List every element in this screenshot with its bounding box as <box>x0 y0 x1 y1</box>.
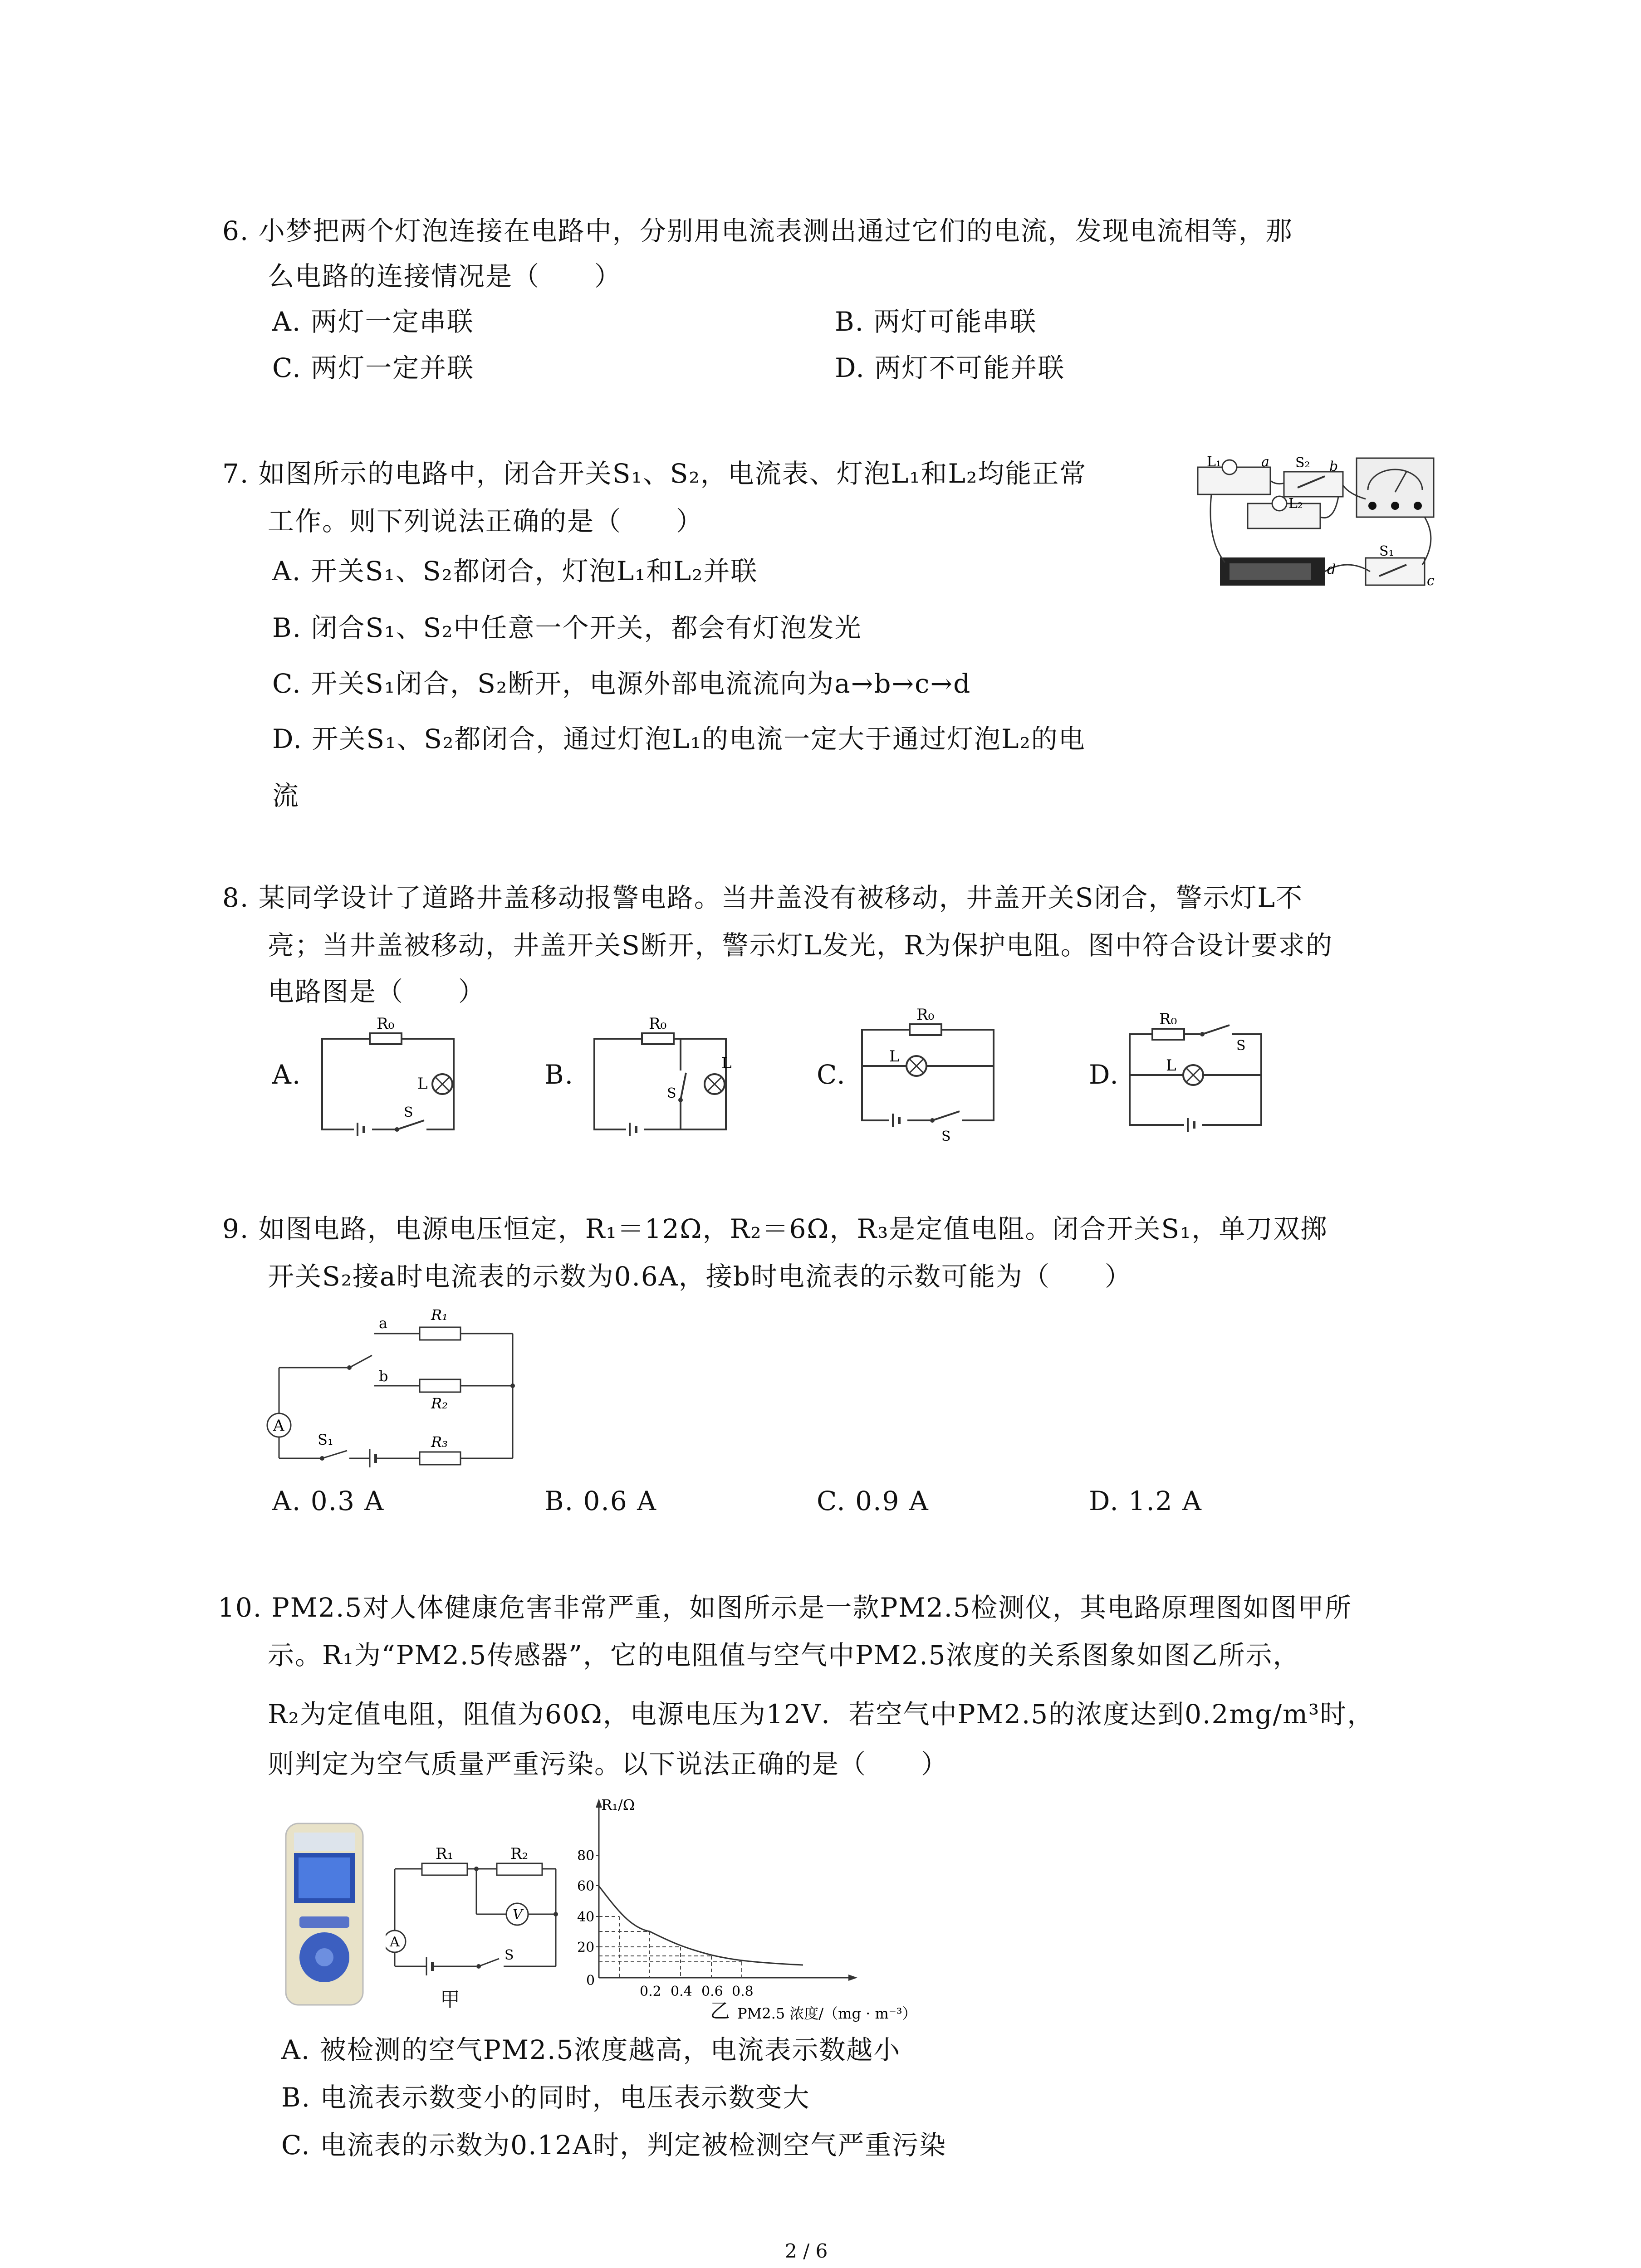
q10-option-b: B. 电流表示数变小的同时，电压表示数变大 <box>281 2082 810 2113</box>
q10-line-3: R₂为定值电阻，阻值为60Ω，电源电压为12V．若空气中PM2.5的浓度达到0.2mg/m³时， <box>268 1699 1375 1730</box>
q6-line-2: 么电路的连接情况是（ ） <box>268 261 622 292</box>
page-number: 2 / 6 <box>785 2240 828 2262</box>
q10-caption-yi: 乙 <box>710 1999 731 2023</box>
q10-graph-ytick-20: 20 <box>577 1940 595 1955</box>
q10-graph-xtick-0.2: 0.2 <box>640 1984 661 1999</box>
q9-label-r1: R₁ <box>431 1306 448 1324</box>
q10-graph-xlabel: PM2.5 浓度/（mg · m⁻³） <box>737 2005 917 2022</box>
q10-label-s: S <box>505 1947 514 1963</box>
q6-option-b: B. 两灯可能串联 <box>835 306 1037 337</box>
q8b-label-s: S <box>667 1085 676 1101</box>
q8-circuit-b <box>585 1012 740 1148</box>
q8-option-c-letter: C. <box>817 1059 846 1090</box>
q10-line-4: 则判定为空气质量严重污染。以下说法正确的是（ ） <box>268 1749 949 1779</box>
q7-option-d: D. 开关S₁、S₂都闭合，通过灯泡L₁的电流一定大于通过灯泡L₂的电 <box>272 723 1086 754</box>
q9-option-b: B. 0.6 A <box>544 1486 657 1516</box>
q7-line-1: 7. 如图所示的电路中，闭合开关S₁、S₂，电流表、灯泡L₁和L₂均能正常 <box>222 458 1087 489</box>
q6-line-1: 6. 小梦把两个灯泡连接在电路中，分别用电流表测出通过它们的电流，发现电流相等，那 <box>222 215 1293 246</box>
q8-line-2: 亮；当井盖被移动，井盖开关S断开，警示灯L发光，R为保护电阻。图中符合设计要求的 <box>268 930 1333 961</box>
q6-option-c: C. 两灯一定并联 <box>272 352 475 383</box>
q6-option-d: D. 两灯不可能并联 <box>835 352 1065 383</box>
q8-line-3: 电路图是（ ） <box>268 976 486 1007</box>
q7-option-c: C. 开关S₁闭合，S₂断开，电源外部电流流向为a→b→c→d <box>272 668 971 699</box>
q7-option-d-cont: 流 <box>272 780 300 811</box>
q7-label-l1: L₁ <box>1207 454 1221 470</box>
q9-ammeter-label: A <box>273 1417 284 1435</box>
q10-graph-ytick-60: 60 <box>577 1878 595 1894</box>
q8-circuit-d <box>1121 1007 1275 1148</box>
q8-line-1: 8. 某同学设计了道路井盖移动报警电路。当井盖没有被移动，井盖开关S闭合，警示灯L不 <box>222 882 1303 913</box>
q8c-label-s: S <box>941 1129 951 1144</box>
q8-option-b-letter: B. <box>544 1059 574 1090</box>
q8c-label-l: L <box>889 1047 900 1066</box>
q10-label-r1: R₁ <box>436 1846 454 1863</box>
q8a-label-s: S <box>404 1105 413 1120</box>
q10-graph-ytick-80: 80 <box>577 1848 595 1864</box>
q9-circuit-figure <box>259 1306 531 1488</box>
q9-label-b: b <box>379 1368 388 1385</box>
q9-option-d: D. 1.2 A <box>1089 1486 1202 1516</box>
q10-graph-xtick-0.6: 0.6 <box>701 1984 723 1999</box>
q10-circuit-jia <box>386 1846 567 1978</box>
q9-label-a: a <box>379 1315 388 1332</box>
q9-line-1: 9. 如图电路，电源电压恒定，R₁＝12Ω，R₂＝6Ω，R₃是定值电阻。闭合开关S₁，单刀双掷 <box>222 1213 1328 1244</box>
q7-label-s2: S₂ <box>1295 455 1310 471</box>
q7-option-a: A. 开关S₁、S₂都闭合，灯泡L₁和L₂并联 <box>272 556 758 587</box>
q10-graph-yi <box>567 1796 953 2023</box>
q8a-label-r0: R₀ <box>377 1015 395 1033</box>
q9-option-c: C. 0.9 A <box>817 1486 929 1516</box>
q8-circuit-a <box>313 1012 467 1148</box>
q9-line-2: 开关S₂接a时电流表的示数为0.6A，接b时电流表的示数可能为（ ） <box>268 1261 1132 1292</box>
q8-option-d-letter: D. <box>1089 1059 1119 1090</box>
q7-label-b: b <box>1329 459 1338 474</box>
q10-graph-xtick-0.4: 0.4 <box>671 1984 692 1999</box>
q7-label-a: a <box>1261 454 1269 470</box>
q9-label-r3: R₃ <box>431 1433 448 1451</box>
q10-line-1: 10. PM2.5对人体健康危害非常严重，如图所示是一款PM2.5检测仪，其电路原理图如图甲所 <box>218 1592 1352 1623</box>
q7-label-d: d <box>1327 562 1336 577</box>
q7-label-c: c <box>1427 573 1435 589</box>
q9-option-a: A. 0.3 A <box>272 1486 385 1516</box>
q8b-label-r0: R₀ <box>649 1015 667 1033</box>
q10-caption-jia: 甲 <box>440 1988 461 2011</box>
q9-label-s1: S₁ <box>318 1431 333 1448</box>
q10-graph-ytick-40: 40 <box>577 1909 595 1925</box>
q9-label-r2: R₂ <box>431 1395 448 1412</box>
q8-circuit-c <box>853 1002 1007 1152</box>
q6-option-a: A. 两灯一定串联 <box>272 306 474 337</box>
q10-label-r2: R₂ <box>510 1846 529 1863</box>
q7-label-l2: L₂ <box>1288 496 1303 512</box>
q10-option-a: A. 被检测的空气PM2.5浓度越高，电流表示数越小 <box>281 2034 901 2065</box>
q8-option-a-letter: A. <box>272 1059 302 1090</box>
q10-graph-origin: 0 <box>586 1973 595 1989</box>
q10-graph-ylabel: R₁/Ω <box>601 1796 635 1813</box>
q10-label-v: V <box>513 1907 523 1923</box>
q8c-label-r0: R₀ <box>916 1006 935 1024</box>
q8a-label-l: L <box>417 1075 428 1093</box>
q10-label-a: A <box>390 1934 400 1950</box>
q10-line-2: 示。R₁为“PM2.5传感器”，它的电阻值与空气中PM2.5浓度的关系图象如图乙所示， <box>268 1640 1300 1671</box>
q7-line-2: 工作。则下列说法正确的是（ ） <box>268 506 704 537</box>
q8b-label-l: L <box>721 1054 732 1072</box>
q7-option-b: B. 闭合S₁、S₂中任意一个开关，都会有灯泡发光 <box>272 612 862 643</box>
q10-graph-xtick-0.8: 0.8 <box>732 1984 754 1999</box>
q8d-label-l: L <box>1166 1056 1176 1075</box>
q8d-label-s: S <box>1236 1038 1246 1054</box>
q7-label-s1: S₁ <box>1379 543 1394 559</box>
pm25-detector-image <box>281 1819 367 2009</box>
q7-circuit-figure <box>1193 449 1447 608</box>
q8d-label-r0: R₀ <box>1159 1010 1177 1028</box>
q10-option-c: C. 电流表的示数为0.12A时，判定被检测空气严重污染 <box>281 2130 947 2160</box>
